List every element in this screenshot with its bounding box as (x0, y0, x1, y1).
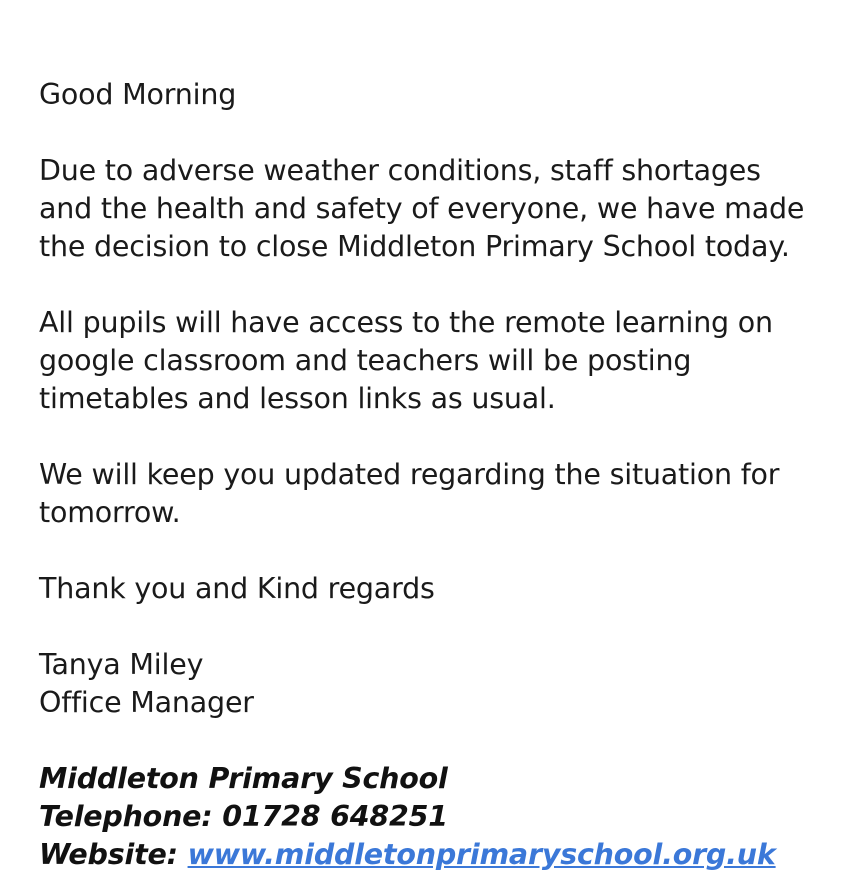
school-contact-block (39, 760, 776, 874)
text-line: We will keep you updated regarding the situation for (39, 458, 780, 491)
paragraph-updates (39, 456, 779, 532)
text-line: tomorrow. (39, 496, 181, 529)
signature (39, 646, 254, 722)
text-line: and the health and safety of everyone, we have made (39, 192, 805, 225)
school-telephone: Telephone: 01728 648251 (39, 800, 448, 833)
greeting: Good Morning (39, 78, 237, 111)
sender-name: Tanya Miley (39, 648, 204, 681)
website-label: Website: (39, 838, 188, 871)
text-line: google classroom and teachers will be posting (39, 344, 692, 377)
text-line: All pupils will have access to the remote learning on (39, 306, 773, 339)
sender-title: Office Manager (39, 686, 254, 719)
paragraph-remote-learning (39, 304, 773, 418)
closing-line: Thank you and Kind regards (39, 572, 435, 605)
school-name: Middleton Primary School (39, 762, 448, 795)
paragraph-closure-notice (39, 152, 804, 266)
school-website (39, 836, 776, 874)
text-line: the decision to close Middleton Primary School today. (39, 230, 790, 263)
website-link[interactable]: www.middletonprimaryschool.org.uk (187, 838, 776, 871)
text-line: timetables and lesson links as usual. (39, 382, 556, 415)
text-line: Due to adverse weather conditions, staff shortages (39, 154, 761, 187)
